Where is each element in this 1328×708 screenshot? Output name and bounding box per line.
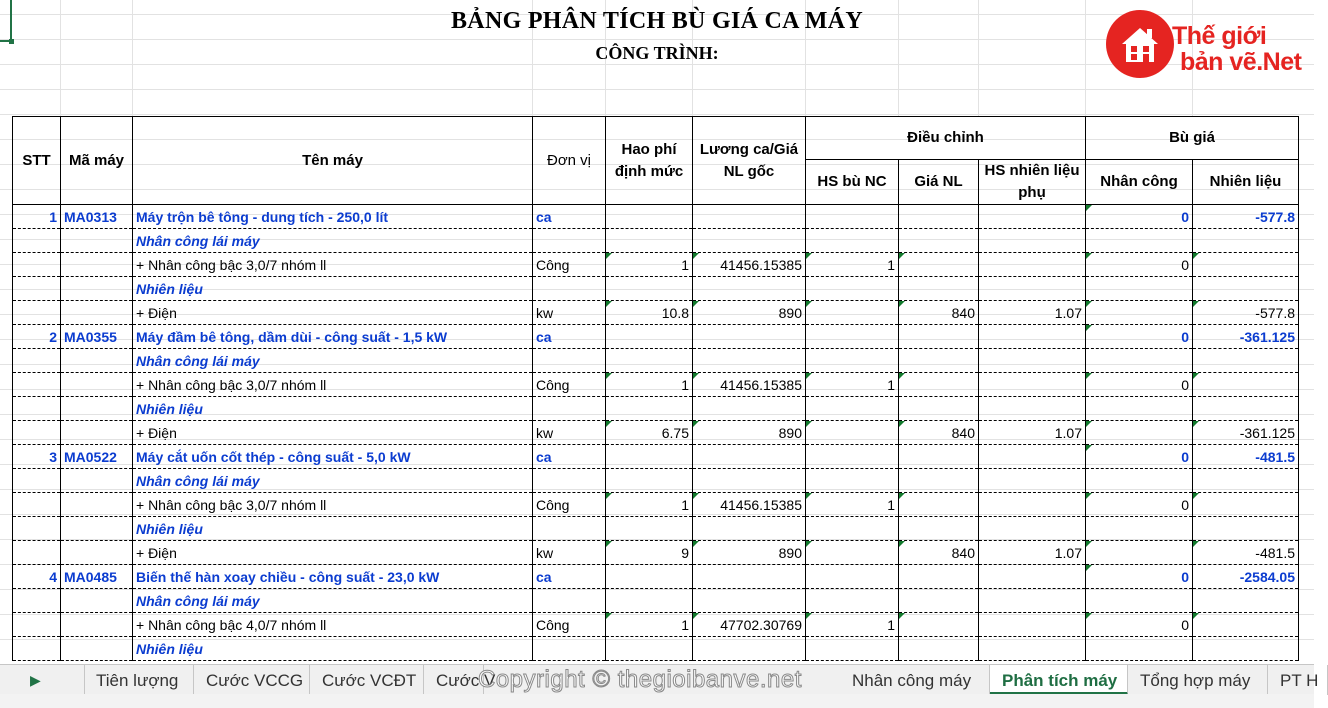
row-luong[interactable]: 41456.15385 [693, 253, 806, 277]
header-dieu-chinh: Điều chỉnh [806, 117, 1086, 160]
table-row [13, 613, 1299, 637]
row-nhan-cong[interactable]: 0 [1086, 493, 1193, 517]
row-ma-may[interactable] [61, 469, 133, 493]
sheet-tab[interactable]: Cước VCĐT [310, 665, 424, 695]
row-nhien-lieu[interactable]: -361.125 [1193, 325, 1299, 349]
row-stt[interactable]: 2 [13, 325, 61, 349]
row-stt[interactable] [13, 397, 61, 421]
row-hao-phi[interactable]: 9 [606, 541, 693, 565]
row-hs-bu-nc[interactable] [806, 277, 899, 301]
row-ma-may[interactable] [61, 397, 133, 421]
status-bar [0, 694, 1314, 708]
sheet-tab[interactable]: Cước VCCG [194, 665, 310, 695]
sheet-subtitle: CÔNG TRÌNH: [595, 43, 719, 63]
tab-scroll-button[interactable] [0, 665, 85, 695]
row-stt[interactable] [13, 253, 61, 277]
row-hs-nhien-lieu[interactable] [979, 373, 1086, 397]
row-hao-phi[interactable] [606, 517, 693, 541]
row-hs-nhien-lieu[interactable] [979, 325, 1086, 349]
row-don-vi[interactable]: kw [533, 541, 606, 565]
row-stt[interactable] [13, 349, 61, 373]
row-hs-bu-nc[interactable]: 1 [806, 253, 899, 277]
row-don-vi[interactable]: Công [533, 493, 606, 517]
row-hs-bu-nc[interactable]: 1 [806, 493, 899, 517]
row-ten-may[interactable]: Nhiên liệu [133, 517, 533, 541]
row-hao-phi[interactable]: 6.75 [606, 421, 693, 445]
row-gia-nl[interactable] [899, 565, 979, 589]
row-ma-may[interactable]: MA0355 [61, 325, 133, 349]
header-ten-may: Tên máy [133, 117, 533, 205]
row-stt[interactable] [13, 301, 61, 325]
row-don-vi[interactable] [533, 397, 606, 421]
row-hs-bu-nc[interactable] [806, 445, 899, 469]
row-ten-may[interactable]: Nhân công lái máy [133, 469, 533, 493]
row-hao-phi[interactable] [606, 469, 693, 493]
row-nhien-lieu[interactable] [1193, 253, 1299, 277]
table-row [13, 493, 1299, 517]
header-hs-nhien-lieu: HS nhiên liệu phụ [979, 160, 1086, 205]
header-nhan-cong: Nhân công [1086, 160, 1193, 205]
row-nhien-lieu[interactable]: -577.8 [1193, 205, 1299, 229]
row-gia-nl[interactable] [899, 637, 979, 661]
row-hs-nhien-lieu[interactable] [979, 589, 1086, 613]
header-hs-bu-nc: HS bù NC [806, 160, 899, 205]
row-nhan-cong[interactable]: 0 [1086, 253, 1193, 277]
sheet-tab[interactable]: PT H [1268, 665, 1328, 695]
row-stt[interactable] [13, 613, 61, 637]
row-ma-may[interactable] [61, 229, 133, 253]
row-hs-bu-nc[interactable] [806, 421, 899, 445]
row-don-vi[interactable] [533, 637, 606, 661]
row-luong[interactable]: 47702.30769 [693, 613, 806, 637]
row-luong[interactable] [693, 349, 806, 373]
row-hs-nhien-lieu[interactable] [979, 205, 1086, 229]
row-hs-bu-nc[interactable] [806, 397, 899, 421]
row-ma-may[interactable] [61, 253, 133, 277]
row-ten-may[interactable]: + Nhân công bậc 4,0/7 nhóm ll [133, 613, 533, 637]
table-row [13, 445, 1299, 469]
row-gia-nl[interactable] [899, 205, 979, 229]
row-nhan-cong[interactable] [1086, 469, 1193, 493]
row-hao-phi[interactable] [606, 565, 693, 589]
row-nhien-lieu[interactable] [1193, 397, 1299, 421]
row-hs-nhien-lieu[interactable] [979, 253, 1086, 277]
row-ten-may[interactable]: Nhân công lái máy [133, 349, 533, 373]
table-row [13, 205, 1299, 229]
table-row [13, 589, 1299, 613]
row-hs-bu-nc[interactable] [806, 301, 899, 325]
row-gia-nl[interactable] [899, 397, 979, 421]
header-bu-gia: Bù giá [1086, 117, 1299, 160]
row-nhan-cong[interactable] [1086, 301, 1193, 325]
table-row [13, 517, 1299, 541]
row-nhan-cong[interactable]: 0 [1086, 613, 1193, 637]
row-don-vi[interactable] [533, 517, 606, 541]
row-ma-may[interactable] [61, 277, 133, 301]
row-luong[interactable] [693, 589, 806, 613]
row-ten-may[interactable]: + Điện [133, 541, 533, 565]
row-stt[interactable] [13, 373, 61, 397]
row-ten-may[interactable]: + Điện [133, 421, 533, 445]
row-hs-bu-nc[interactable] [806, 325, 899, 349]
row-nhien-lieu[interactable] [1193, 229, 1299, 253]
machine-analysis-table [12, 116, 1299, 661]
row-hs-bu-nc[interactable] [806, 229, 899, 253]
row-gia-nl[interactable]: 840 [899, 301, 979, 325]
table-row [13, 541, 1299, 565]
row-hao-phi[interactable] [606, 445, 693, 469]
row-nhan-cong[interactable] [1086, 349, 1193, 373]
row-hs-bu-nc[interactable] [806, 541, 899, 565]
row-luong[interactable] [693, 517, 806, 541]
row-nhan-cong[interactable] [1086, 421, 1193, 445]
row-ma-may[interactable]: MA0522 [61, 445, 133, 469]
row-hao-phi[interactable]: 10.8 [606, 301, 693, 325]
row-ma-may[interactable]: MA0313 [61, 205, 133, 229]
row-luong[interactable]: 890 [693, 421, 806, 445]
row-luong[interactable] [693, 229, 806, 253]
row-hs-nhien-lieu[interactable] [979, 397, 1086, 421]
row-nhan-cong[interactable]: 0 [1086, 205, 1193, 229]
row-hs-nhien-lieu[interactable] [979, 493, 1086, 517]
row-ten-may[interactable]: Nhân công lái máy [133, 229, 533, 253]
row-stt[interactable] [13, 469, 61, 493]
row-hao-phi[interactable]: 1 [606, 613, 693, 637]
row-ma-may[interactable] [61, 613, 133, 637]
row-ten-may[interactable]: Nhiên liệu [133, 397, 533, 421]
row-hs-bu-nc[interactable] [806, 565, 899, 589]
table-row [13, 469, 1299, 493]
header-gia-nl: Giá NL [899, 160, 979, 205]
row-luong[interactable] [693, 205, 806, 229]
row-nhien-lieu[interactable] [1193, 637, 1299, 661]
table-row [13, 637, 1299, 661]
table-row [13, 253, 1299, 277]
row-stt[interactable] [13, 589, 61, 613]
row-luong[interactable] [693, 637, 806, 661]
row-ma-may[interactable] [61, 301, 133, 325]
row-hao-phi[interactable] [606, 637, 693, 661]
copyright-watermark: Copyright © thegioibanve.net [478, 666, 802, 693]
row-luong[interactable]: 890 [693, 301, 806, 325]
sheet-title: BẢNG PHÂN TÍCH BÙ GIÁ CA MÁY [451, 8, 863, 34]
row-ten-may[interactable]: Biến thế hàn xoay chiều - công suất - 23,0 kW [133, 565, 533, 589]
table-row [13, 277, 1299, 301]
row-stt[interactable]: 1 [13, 205, 61, 229]
row-hs-bu-nc[interactable] [806, 637, 899, 661]
row-gia-nl[interactable] [899, 277, 979, 301]
row-gia-nl[interactable] [899, 493, 979, 517]
table-row [13, 421, 1299, 445]
row-gia-nl[interactable] [899, 589, 979, 613]
row-ma-may[interactable] [61, 349, 133, 373]
house-icon [1118, 24, 1162, 66]
row-ten-may[interactable]: Máy đầm bê tông, dầm dùi - công suất - 1,5 kW [133, 325, 533, 349]
table-row [13, 397, 1299, 421]
row-nhien-lieu[interactable] [1193, 493, 1299, 517]
row-luong[interactable] [693, 469, 806, 493]
row-luong[interactable] [693, 565, 806, 589]
row-hao-phi[interactable] [606, 229, 693, 253]
row-hs-nhien-lieu[interactable] [979, 613, 1086, 637]
header-stt: STT [13, 117, 61, 205]
row-gia-nl[interactable] [899, 253, 979, 277]
row-ten-may[interactable]: Máy cắt uốn cốt thép - công suất - 5,0 kW [133, 445, 533, 469]
row-hao-phi[interactable] [606, 205, 693, 229]
row-nhan-cong[interactable] [1086, 277, 1193, 301]
row-hs-bu-nc[interactable]: 1 [806, 613, 899, 637]
row-hs-bu-nc[interactable]: 1 [806, 373, 899, 397]
row-don-vi[interactable]: Công [533, 373, 606, 397]
row-ma-may[interactable] [61, 637, 133, 661]
row-don-vi[interactable]: Công [533, 613, 606, 637]
triangle-right-icon: ▶ [30, 672, 41, 688]
table-row [13, 301, 1299, 325]
sheet-tab[interactable]: Tổng hợp máy [1128, 665, 1268, 695]
row-gia-nl[interactable] [899, 349, 979, 373]
row-gia-nl[interactable]: 840 [899, 541, 979, 565]
row-nhien-lieu[interactable]: -481.5 [1193, 541, 1299, 565]
row-stt[interactable]: 4 [13, 565, 61, 589]
row-hao-phi[interactable] [606, 589, 693, 613]
row-nhan-cong[interactable]: 0 [1086, 445, 1193, 469]
row-stt[interactable] [13, 541, 61, 565]
row-ten-may[interactable]: Máy trộn bê tông - dung tích - 250,0 lít [133, 205, 533, 229]
row-hao-phi[interactable] [606, 349, 693, 373]
row-don-vi[interactable]: ca [533, 445, 606, 469]
logo-text-line1: Thế giới [1172, 22, 1267, 50]
row-hs-nhien-lieu[interactable] [979, 517, 1086, 541]
row-nhien-lieu[interactable] [1193, 373, 1299, 397]
row-don-vi[interactable]: kw [533, 301, 606, 325]
row-nhien-lieu[interactable]: -361.125 [1193, 421, 1299, 445]
row-nhan-cong[interactable]: 0 [1086, 565, 1193, 589]
row-ten-may[interactable]: + Nhân công bậc 3,0/7 nhóm ll [133, 373, 533, 397]
row-hs-bu-nc[interactable] [806, 589, 899, 613]
row-don-vi[interactable]: kw [533, 421, 606, 445]
row-nhan-cong[interactable] [1086, 517, 1193, 541]
row-stt[interactable] [13, 493, 61, 517]
header-luong: Lương ca/Giá NL gốc [693, 117, 806, 205]
row-nhan-cong[interactable]: 0 [1086, 373, 1193, 397]
table-row [13, 565, 1299, 589]
row-nhan-cong[interactable] [1086, 541, 1193, 565]
row-hao-phi[interactable]: 1 [606, 253, 693, 277]
row-hs-nhien-lieu[interactable] [979, 445, 1086, 469]
row-ten-may[interactable]: Nhiên liệu [133, 277, 533, 301]
row-nhan-cong[interactable] [1086, 397, 1193, 421]
row-luong[interactable] [693, 445, 806, 469]
row-gia-nl[interactable] [899, 517, 979, 541]
row-stt[interactable] [13, 517, 61, 541]
logo [1106, 10, 1311, 78]
row-ma-may[interactable] [61, 517, 133, 541]
row-nhien-lieu[interactable] [1193, 277, 1299, 301]
row-nhien-lieu[interactable]: -2584.05 [1193, 565, 1299, 589]
row-don-vi[interactable]: ca [533, 565, 606, 589]
row-ma-may[interactable]: MA0485 [61, 565, 133, 589]
row-hao-phi[interactable] [606, 277, 693, 301]
row-don-vi[interactable] [533, 277, 606, 301]
row-ten-may[interactable]: Nhân công lái máy [133, 589, 533, 613]
row-ten-may[interactable]: + Nhân công bậc 3,0/7 nhóm ll [133, 493, 533, 517]
row-ten-may[interactable]: Nhiên liệu [133, 637, 533, 661]
row-ma-may[interactable] [61, 373, 133, 397]
row-hs-nhien-lieu[interactable]: 1.07 [979, 421, 1086, 445]
table-row [13, 325, 1299, 349]
row-hao-phi[interactable] [606, 325, 693, 349]
header-don-vi: Đơn vị [533, 117, 606, 205]
sheet-tab[interactable]: Tiên lượng [84, 665, 194, 695]
row-nhan-cong[interactable] [1086, 637, 1193, 661]
row-ten-may[interactable]: + Điện [133, 301, 533, 325]
row-don-vi[interactable]: ca [533, 325, 606, 349]
table-row [13, 229, 1299, 253]
row-don-vi[interactable] [533, 469, 606, 493]
sheet-tab[interactable]: Cước V [424, 665, 484, 695]
logo-text-line2: bản vẽ.Net [1180, 48, 1302, 76]
row-gia-nl[interactable] [899, 613, 979, 637]
row-luong[interactable]: 890 [693, 541, 806, 565]
row-hs-nhien-lieu[interactable] [979, 229, 1086, 253]
row-nhien-lieu[interactable] [1193, 469, 1299, 493]
row-don-vi[interactable]: ca [533, 205, 606, 229]
row-hao-phi[interactable]: 1 [606, 493, 693, 517]
row-nhien-lieu[interactable]: -577.8 [1193, 301, 1299, 325]
row-stt[interactable] [13, 637, 61, 661]
row-don-vi[interactable] [533, 349, 606, 373]
row-hs-bu-nc[interactable] [806, 205, 899, 229]
row-hs-nhien-lieu[interactable] [979, 277, 1086, 301]
row-hs-nhien-lieu[interactable]: 1.07 [979, 541, 1086, 565]
row-luong[interactable]: 41456.15385 [693, 493, 806, 517]
row-nhien-lieu[interactable] [1193, 349, 1299, 373]
row-hao-phi[interactable]: 1 [606, 373, 693, 397]
row-luong[interactable] [693, 277, 806, 301]
row-nhien-lieu[interactable] [1193, 517, 1299, 541]
row-hs-nhien-lieu[interactable] [979, 637, 1086, 661]
row-luong[interactable] [693, 397, 806, 421]
row-hs-nhien-lieu[interactable]: 1.07 [979, 301, 1086, 325]
row-gia-nl[interactable] [899, 373, 979, 397]
row-don-vi[interactable]: Công [533, 253, 606, 277]
row-hs-nhien-lieu[interactable] [979, 469, 1086, 493]
row-hs-nhien-lieu[interactable] [979, 349, 1086, 373]
sheet-tab[interactable]: Nhân công máy [840, 665, 990, 695]
row-hao-phi[interactable] [606, 397, 693, 421]
table-row [13, 349, 1299, 373]
row-gia-nl[interactable] [899, 445, 979, 469]
row-hs-bu-nc[interactable] [806, 349, 899, 373]
row-nhan-cong[interactable]: 0 [1086, 325, 1193, 349]
row-ma-may[interactable] [61, 493, 133, 517]
row-don-vi[interactable] [533, 229, 606, 253]
row-stt[interactable] [13, 421, 61, 445]
row-nhien-lieu[interactable] [1193, 589, 1299, 613]
row-ten-may[interactable]: + Nhân công bậc 3,0/7 nhóm ll [133, 253, 533, 277]
row-nhien-lieu[interactable]: -481.5 [1193, 445, 1299, 469]
row-nhan-cong[interactable] [1086, 229, 1193, 253]
row-hs-bu-nc[interactable] [806, 517, 899, 541]
row-luong[interactable]: 41456.15385 [693, 373, 806, 397]
row-nhan-cong[interactable] [1086, 589, 1193, 613]
row-ma-may[interactable] [61, 589, 133, 613]
header-ma-may: Mã máy [61, 117, 133, 205]
row-gia-nl[interactable]: 840 [899, 421, 979, 445]
row-hs-nhien-lieu[interactable] [979, 565, 1086, 589]
row-stt[interactable]: 3 [13, 445, 61, 469]
row-gia-nl[interactable] [899, 469, 979, 493]
header-nhien-lieu: Nhiên liệu [1193, 160, 1299, 205]
row-stt[interactable] [13, 277, 61, 301]
row-don-vi[interactable] [533, 589, 606, 613]
row-gia-nl[interactable] [899, 325, 979, 349]
row-ma-may[interactable] [61, 421, 133, 445]
row-luong[interactable] [693, 325, 806, 349]
row-nhien-lieu[interactable] [1193, 613, 1299, 637]
table-row [13, 373, 1299, 397]
sheet-tab[interactable]: Phân tích máy [990, 665, 1128, 695]
row-stt[interactable] [13, 229, 61, 253]
row-gia-nl[interactable] [899, 229, 979, 253]
row-hs-bu-nc[interactable] [806, 469, 899, 493]
header-hao-phi: Hao phí định mức [606, 117, 693, 205]
row-ma-may[interactable] [61, 541, 133, 565]
